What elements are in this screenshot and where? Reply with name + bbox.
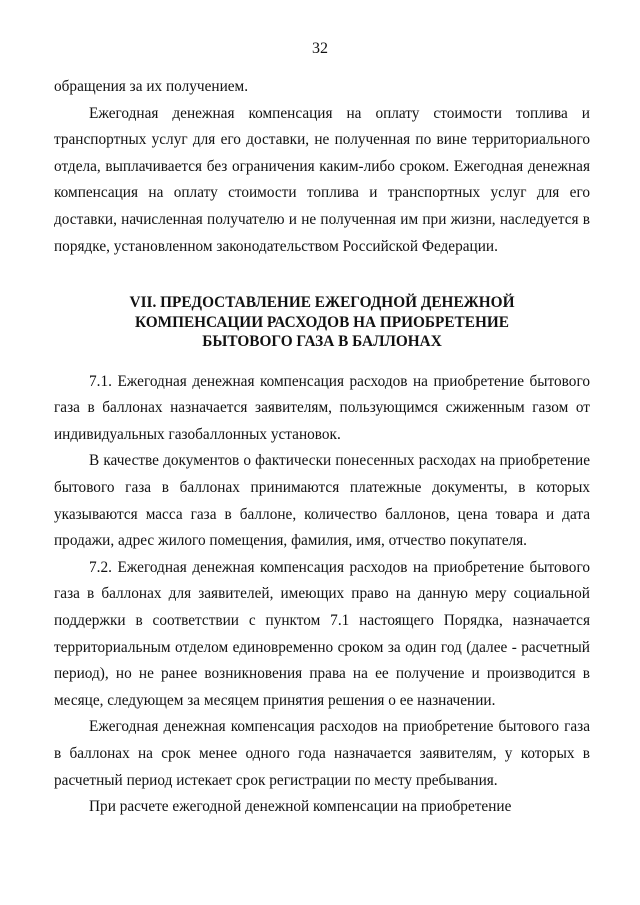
- page-number: 32: [312, 40, 328, 57]
- paragraph-continuation: обращения за их получением.: [54, 78, 249, 95]
- paragraph-7-2: 7.2. Ежегодная денежная компенсация расходов на приобретение бытового газа в баллонах для заявителей, имеющих право на данную меру социальной поддержки в соответствии с пунктом 7.1 настоящего Порядка, назначается территориальным отделом единовременно сроком за один год (далее - расчетный период), но не ранее возникновения права на ее получение и производится в месяце, следующем за месяцем принятия решения о ее назначении.: [54, 558, 590, 709]
- section-heading: [54, 293, 590, 352]
- paragraph-documents: В качестве документов о фактически понесенных расходах на приобретение бытового газа в баллонах принимаются платежные документы, в которых указываются масса газа в баллоне, количество баллонов, цена товара и дата продажи, адрес жилого помещения, фамилия, имя, отчество покупателя.: [54, 452, 590, 550]
- paragraph-fuel-compensation: Ежегодная денежная компенсация на оплату стоимости топлива и транспортных услуг для его доставки, не полученная по вине территориального отдела, выплачивается без ограничения каким-либо сроком. Ежегодная денежная компенсация на оплату стоимости топлива и транспортных услуг для его доставки, начисленная получателю и не полученная им при жизни, наследуется в порядке, установленном законодательством Российской Федерации.: [54, 104, 590, 255]
- paragraph-short-term: Ежегодная денежная компенсация расходов на приобретение бытового газа в баллонах на срок менее одного года назначается заявителям, у которых в расчетный период истекает срок регистрации по месту пребывания.: [54, 718, 590, 789]
- paragraph-calculation: При расчете ежегодной денежной компенсации на приобретение: [89, 798, 512, 816]
- section-heading-line-3: БЫТОВОГО ГАЗА В БАЛЛОНАХ: [202, 333, 442, 351]
- document-body: [54, 74, 590, 821]
- paragraph-7-1: 7.1. Ежегодная денежная компенсация расходов на приобретение бытового газа в баллонах назначается заявителям, пользующимся сжиженным газом от индивидуальных газобаллонных установок.: [54, 372, 590, 443]
- section-heading-line-1: VII. ПРЕДОСТАВЛЕНИЕ ЕЖЕГОДНОЙ ДЕНЕЖНОЙ: [129, 294, 515, 312]
- section-heading-line-2: КОМПЕНСАЦИИ РАСХОДОВ НА ПРИОБРЕТЕНИЕ: [135, 313, 509, 331]
